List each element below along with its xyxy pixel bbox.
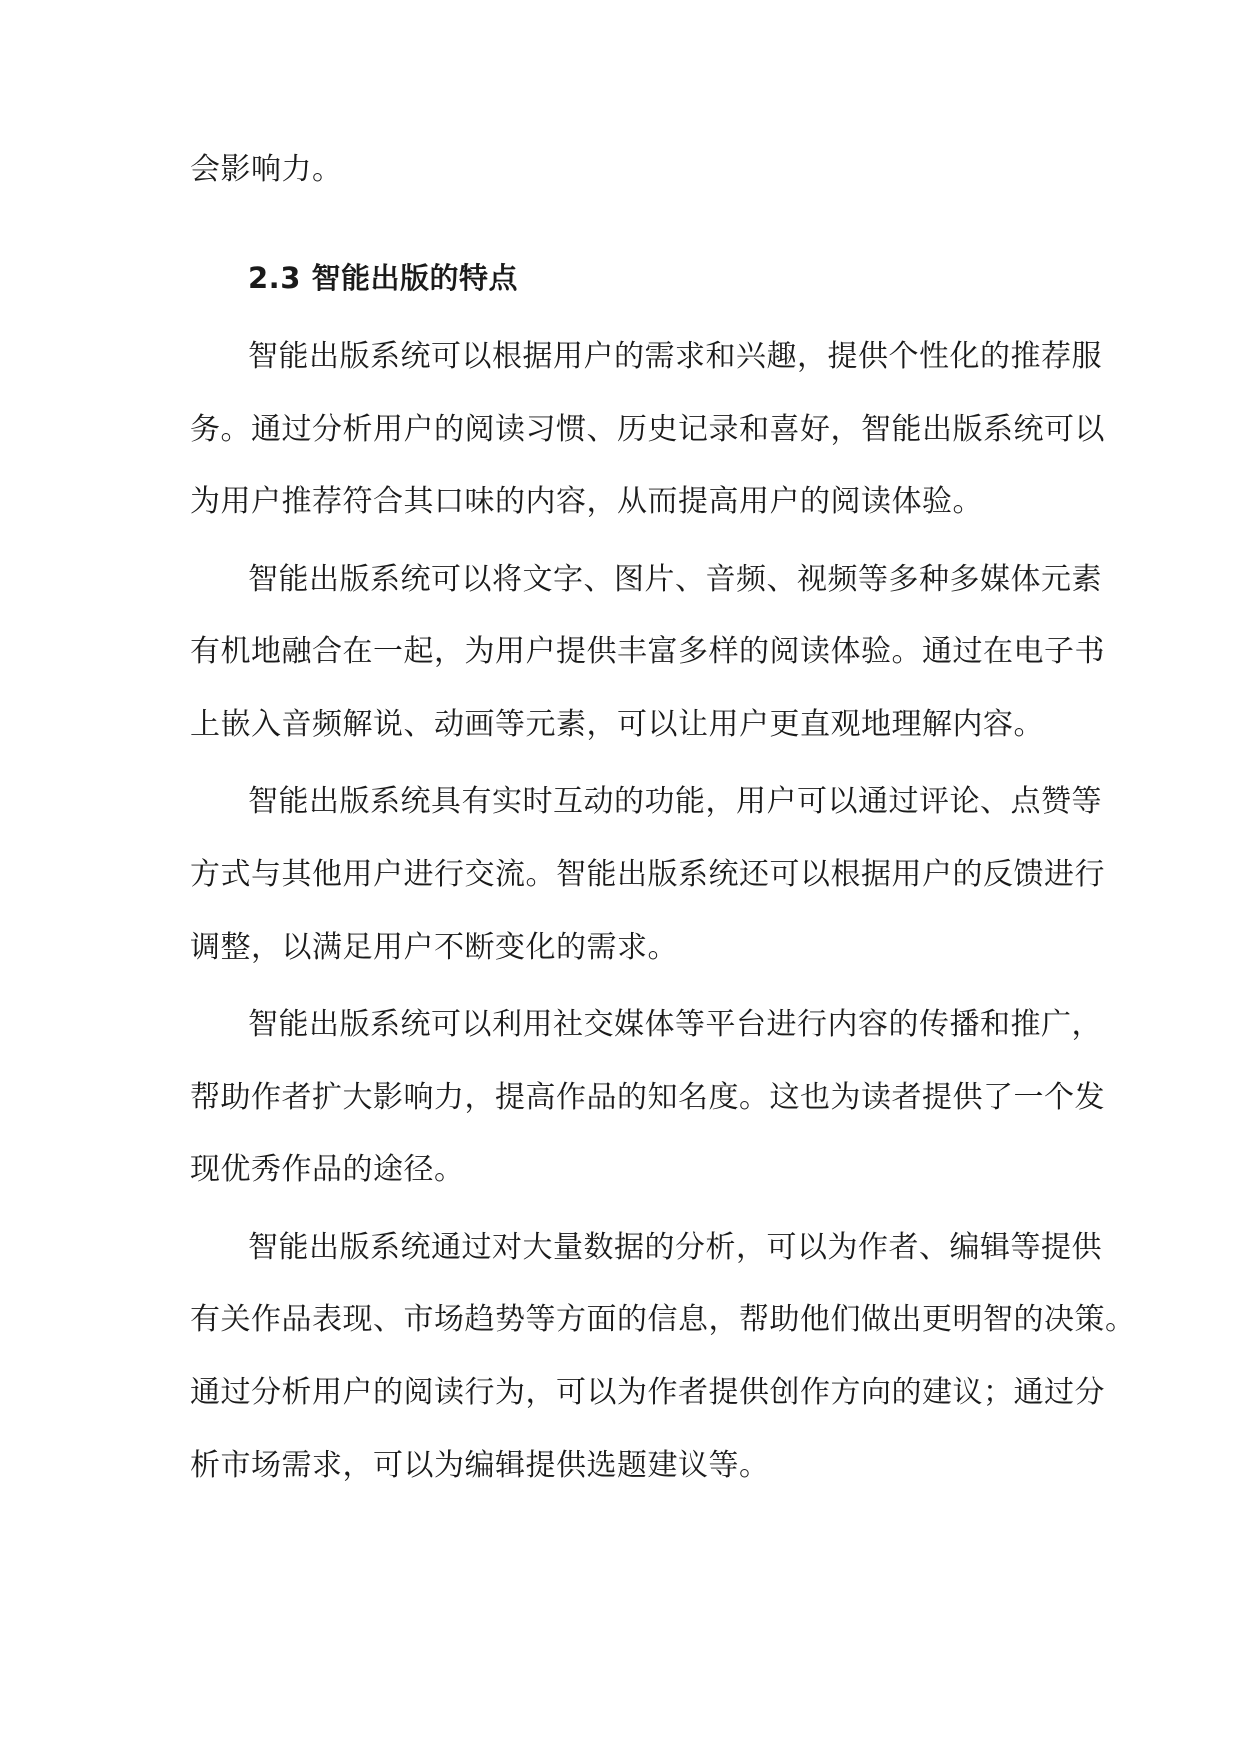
section-heading: 2.3 智能出版的特点 — [248, 261, 518, 295]
paragraph-line: 有关作品表现、市场趋势等方面的信息，帮助他们做出更明智的决策。 — [190, 1302, 1136, 1337]
paragraph-line: 上嵌入音频解说、动画等元素，可以让用户更直观地理解内容。 — [190, 707, 1044, 742]
paragraph-line: 调整，以满足用户不断变化的需求。 — [190, 930, 678, 965]
paragraph-line: 方式与其他用户进行交流。智能出版系统还可以根据用户的反馈进行 — [190, 857, 1105, 892]
paragraph-line: 为用户推荐符合其口味的内容，从而提高用户的阅读体验。 — [190, 484, 983, 519]
paragraph-line: 现优秀作品的途径。 — [190, 1152, 465, 1187]
paragraph-line: 务。通过分析用户的阅读习惯、历史记录和喜好，智能出版系统可以 — [190, 412, 1105, 447]
paragraph-line: 帮助作者扩大影响力，提高作品的知名度。这也为读者提供了一个发 — [190, 1080, 1105, 1115]
paragraph-line: 智能出版系统可以将文字、图片、音频、视频等多种多媒体元素 — [248, 562, 1102, 597]
paragraph-line: 智能出版系统可以利用社交媒体等平台进行内容的传播和推广， — [248, 1007, 1102, 1042]
paragraph-line: 有机地融合在一起，为用户提供丰富多样的阅读体验。通过在电子书 — [190, 634, 1105, 669]
paragraph-line: 智能出版系统具有实时互动的功能，用户可以通过评论、点赞等 — [248, 784, 1102, 819]
continued-text-fragment: 会影响力。 — [190, 152, 343, 187]
paragraph-line: 智能出版系统通过对大量数据的分析，可以为作者、编辑等提供 — [248, 1230, 1102, 1265]
paragraph-line: 智能出版系统可以根据用户的需求和兴趣，提供个性化的推荐服 — [248, 339, 1102, 374]
paragraph-line: 析市场需求，可以为编辑提供选题建议等。 — [190, 1448, 770, 1483]
paragraph-line: 通过分析用户的阅读行为，可以为作者提供创作方向的建议；通过分 — [190, 1375, 1105, 1410]
